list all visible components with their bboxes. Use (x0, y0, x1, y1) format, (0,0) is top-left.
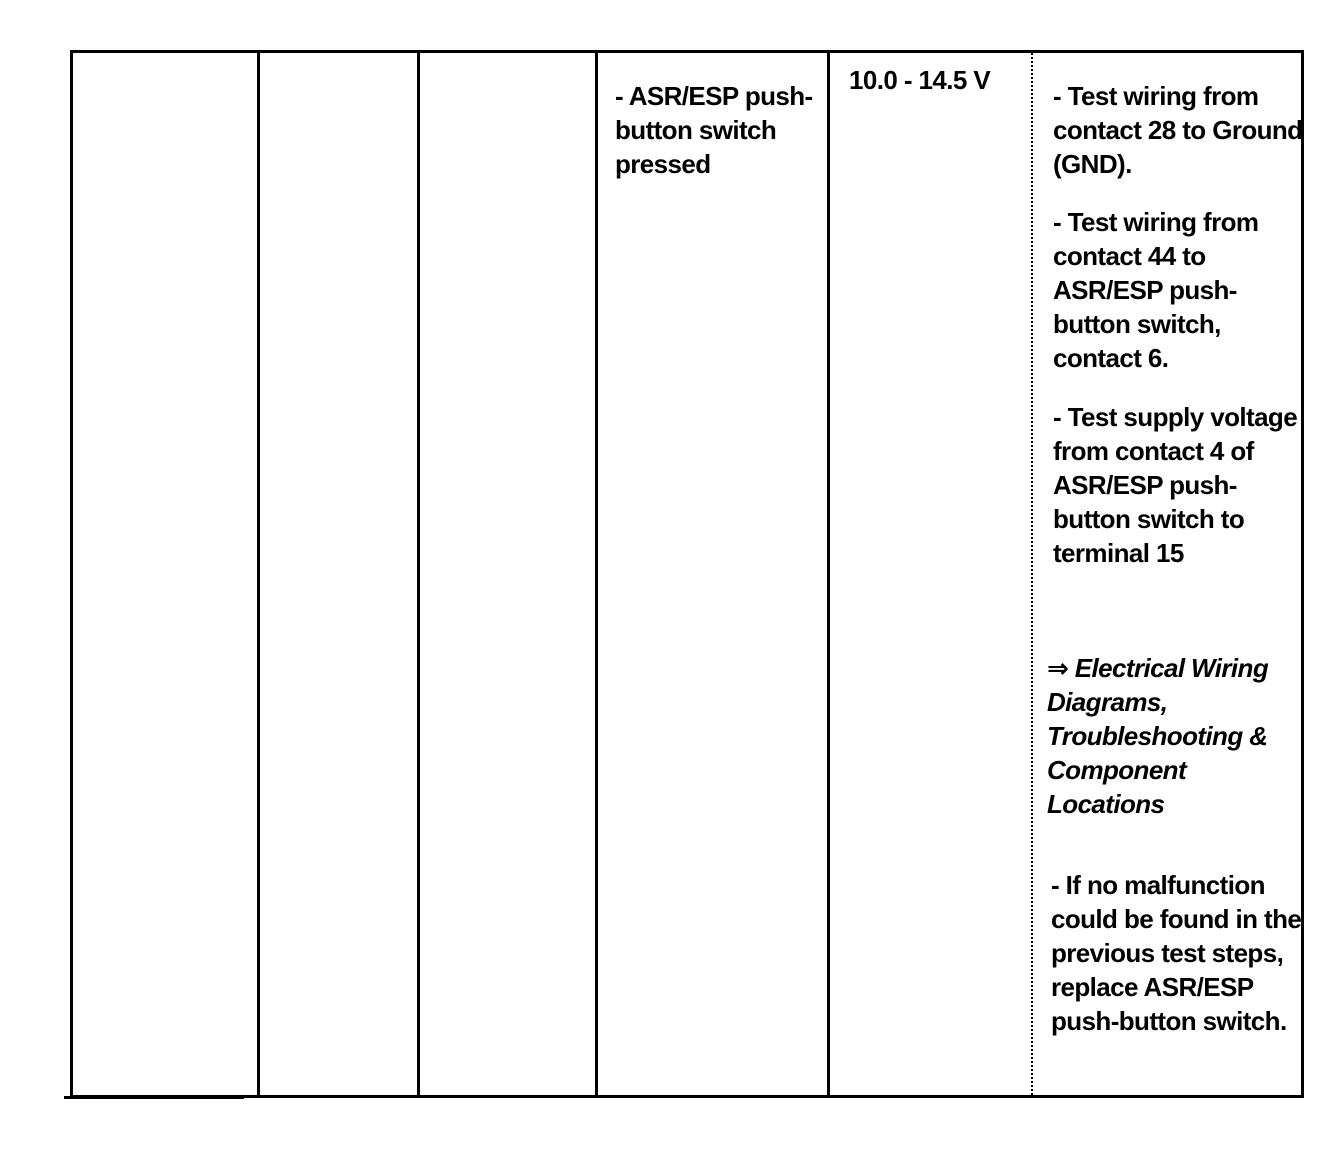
column-divider-4 (827, 53, 830, 1095)
column-divider-5 (1031, 53, 1033, 1095)
remedy-step-2: - Test wiring from contact 44 to ASR/ESP push-button switch, contact 6. (1053, 207, 1259, 373)
column-divider-1 (257, 53, 260, 1095)
voltage-cell: 10.0 - 14.5 V (849, 65, 991, 95)
remedy-step-4: - If no malfunction could be found in the previous test steps, replace ASR/ESP push-button switch. (1051, 870, 1302, 1036)
condition-cell: - ASR/ESP push-button switch pressed (615, 81, 813, 179)
column-divider-3 (595, 53, 598, 1095)
table-bottom-edge-mark (64, 1096, 244, 1099)
remedy-step-1: - Test wiring from contact 28 to Ground (GND). (1053, 81, 1303, 179)
remedy-step-3: - Test supply voltage from contact 4 of ASR/ESP push-button switch to terminal 15 (1053, 402, 1298, 568)
column-divider-2 (417, 53, 420, 1095)
wiring-diagram-reference: ⇒ Electrical Wiring Diagrams, Troubleshooting & Component Locations (1047, 653, 1269, 819)
test-table (70, 50, 1304, 1098)
